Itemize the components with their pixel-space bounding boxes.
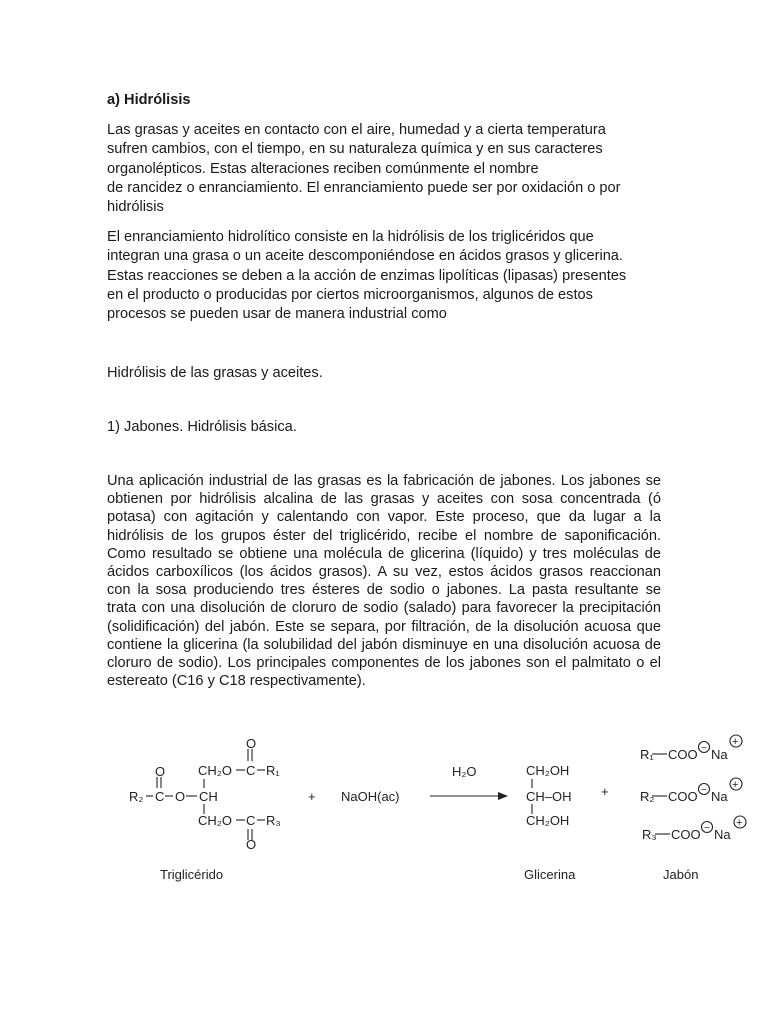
minus-sign: − xyxy=(701,743,707,754)
paragraph-line: hidrólisis xyxy=(107,199,164,216)
paragraph-line: Estas reacciones se deben a la acción de enzimas lipolíticas (lipasas) presentes xyxy=(107,267,627,284)
paragraph-line: en el producto o producidas por ciertos microorganismos, algunos de estos xyxy=(107,286,593,303)
paragraph-line: Una aplicación industrial de las grasas es la fabricación de jabones. Los jabones se xyxy=(107,473,661,489)
minus-sign: − xyxy=(701,785,707,796)
soap-coo-label: COO xyxy=(668,747,698,762)
glycerin-ch2oh-bottom: CH₂OH xyxy=(526,813,570,828)
minus-sign: − xyxy=(704,823,710,834)
paragraph-line: potasa) con agitación y calentando con vapor. Este proceso, que da lugar a la xyxy=(107,509,661,526)
soap-na-label: Na xyxy=(711,747,728,762)
reaction-arrow-head xyxy=(498,792,508,800)
carbonyl-oxygen-label: O xyxy=(155,764,166,779)
bottom-carbonyl-oxygen-label: O xyxy=(246,837,257,852)
ch2o-bottom-label: CH₂O xyxy=(198,813,232,828)
soap-r2-label: R₂ xyxy=(640,789,655,804)
plus-charge: + xyxy=(736,817,743,829)
glycerin-ch2oh-top: CH₂OH xyxy=(526,763,570,778)
soap-r1-label: R₁ xyxy=(640,747,654,762)
soap-na-label: Na xyxy=(711,789,728,804)
plus-charge: + xyxy=(732,736,739,748)
paragraph-line: con la sosa produciendo tres ésteres de sodio o jabones. La pasta resultante se xyxy=(107,582,661,599)
soap-coo-label: COO xyxy=(671,827,701,842)
naoh-label: NaOH(ac) xyxy=(341,789,400,804)
paragraph-rancidez xyxy=(107,121,661,217)
glycerin-caption: Glicerina xyxy=(524,867,576,882)
ch2o-top-label: CH₂O xyxy=(198,763,232,778)
water-label: H₂O xyxy=(452,764,477,779)
paragraph-line: Como resultado se obtiene una molécula de glicerina (líquido) y tres moléculas de xyxy=(107,545,661,562)
paragraph-line: obtienen por hidrólisis alcalina de las grasas y aceites con sosa concentrada (ó xyxy=(107,491,661,508)
paragraph-line: ácidos carboxílicos (los ácidos grasos). A su vez, estos ácidos grasos reaccionan xyxy=(107,564,661,581)
carbon-label: C xyxy=(155,789,165,804)
paragraph-line: trata con una disolución de cloruro de sodio (salado) para favorecer la precipitación xyxy=(107,600,661,617)
paragraph-line: El enranciamiento hidrolítico consiste en la hidrólisis de los triglicéridos que xyxy=(107,229,594,245)
paragraph-line: (solidificación) del jabón. Este se separa, por filtración, de la disolución acuosa que xyxy=(107,618,661,635)
paragraph-line: cloruro de sodio). Los principales componentes de los jabones son el palmitato o el xyxy=(107,655,661,672)
saponification-reaction-diagram xyxy=(0,720,768,900)
plus-sign: + xyxy=(308,789,316,804)
r3-label: R₃ xyxy=(266,813,281,828)
ester-oxygen-label: O xyxy=(175,789,186,804)
soap-na-label: Na xyxy=(714,827,731,842)
plus-sign: + xyxy=(601,784,609,799)
soap-coo-label: COO xyxy=(668,789,698,804)
subheading-jabones: 1) Jabones. Hidrólisis básica. xyxy=(107,419,297,435)
paragraph-line: estereato (C16 y C18 respectivamente). xyxy=(107,673,366,690)
paragraph-enranciamiento-hidrolitico xyxy=(107,228,661,324)
section-title: a) Hidrólisis xyxy=(107,92,191,108)
paragraph-line: organolépticos. Estas alteraciones reciben comúnmente el nombre xyxy=(107,160,539,177)
paragraph-line: de rancidez o enranciamiento. El enranciamiento puede ser por oxidación o por xyxy=(107,179,621,196)
paragraph-line: procesos se pueden usar de manera industrial como xyxy=(107,306,447,323)
plus-charge: + xyxy=(732,779,739,791)
triglyceride-caption: Triglicérido xyxy=(160,867,224,882)
ch-label: CH xyxy=(199,789,218,804)
bottom-carbon-label: C xyxy=(246,813,256,828)
paragraph-line: Las grasas y aceites en contacto con el aire, humedad y a cierta temperatura xyxy=(107,122,606,138)
paragraph-line: sufren cambios, con el tiempo, en su naturaleza química y en sus caracteres xyxy=(107,141,603,158)
subheading-hidrolisis: Hidrólisis de las grasas y aceites. xyxy=(107,365,323,381)
r1-label: R₁ xyxy=(266,763,280,778)
soap-caption: Jabón xyxy=(663,867,699,882)
top-carbon-label: C xyxy=(246,763,256,778)
paragraph-line: hidrólisis de los grupos éster del triglicérido, recibe el nombre de saponificación. xyxy=(107,527,661,544)
glycerin-choh: CH–OH xyxy=(526,789,572,804)
paragraph-line: contiene la glicerina (la solubilidad del jabón disminuye en una disolución acuosa de xyxy=(107,636,661,653)
soap-r3-label: R₃ xyxy=(642,827,657,842)
top-carbonyl-oxygen-label: O xyxy=(246,736,257,751)
paragraph-line: integran una grasa o un aceite descomponiéndose en ácidos grasos y glicerina. xyxy=(107,248,623,265)
r2-label: R₂ xyxy=(129,789,144,804)
paragraph-jabones xyxy=(107,472,661,690)
